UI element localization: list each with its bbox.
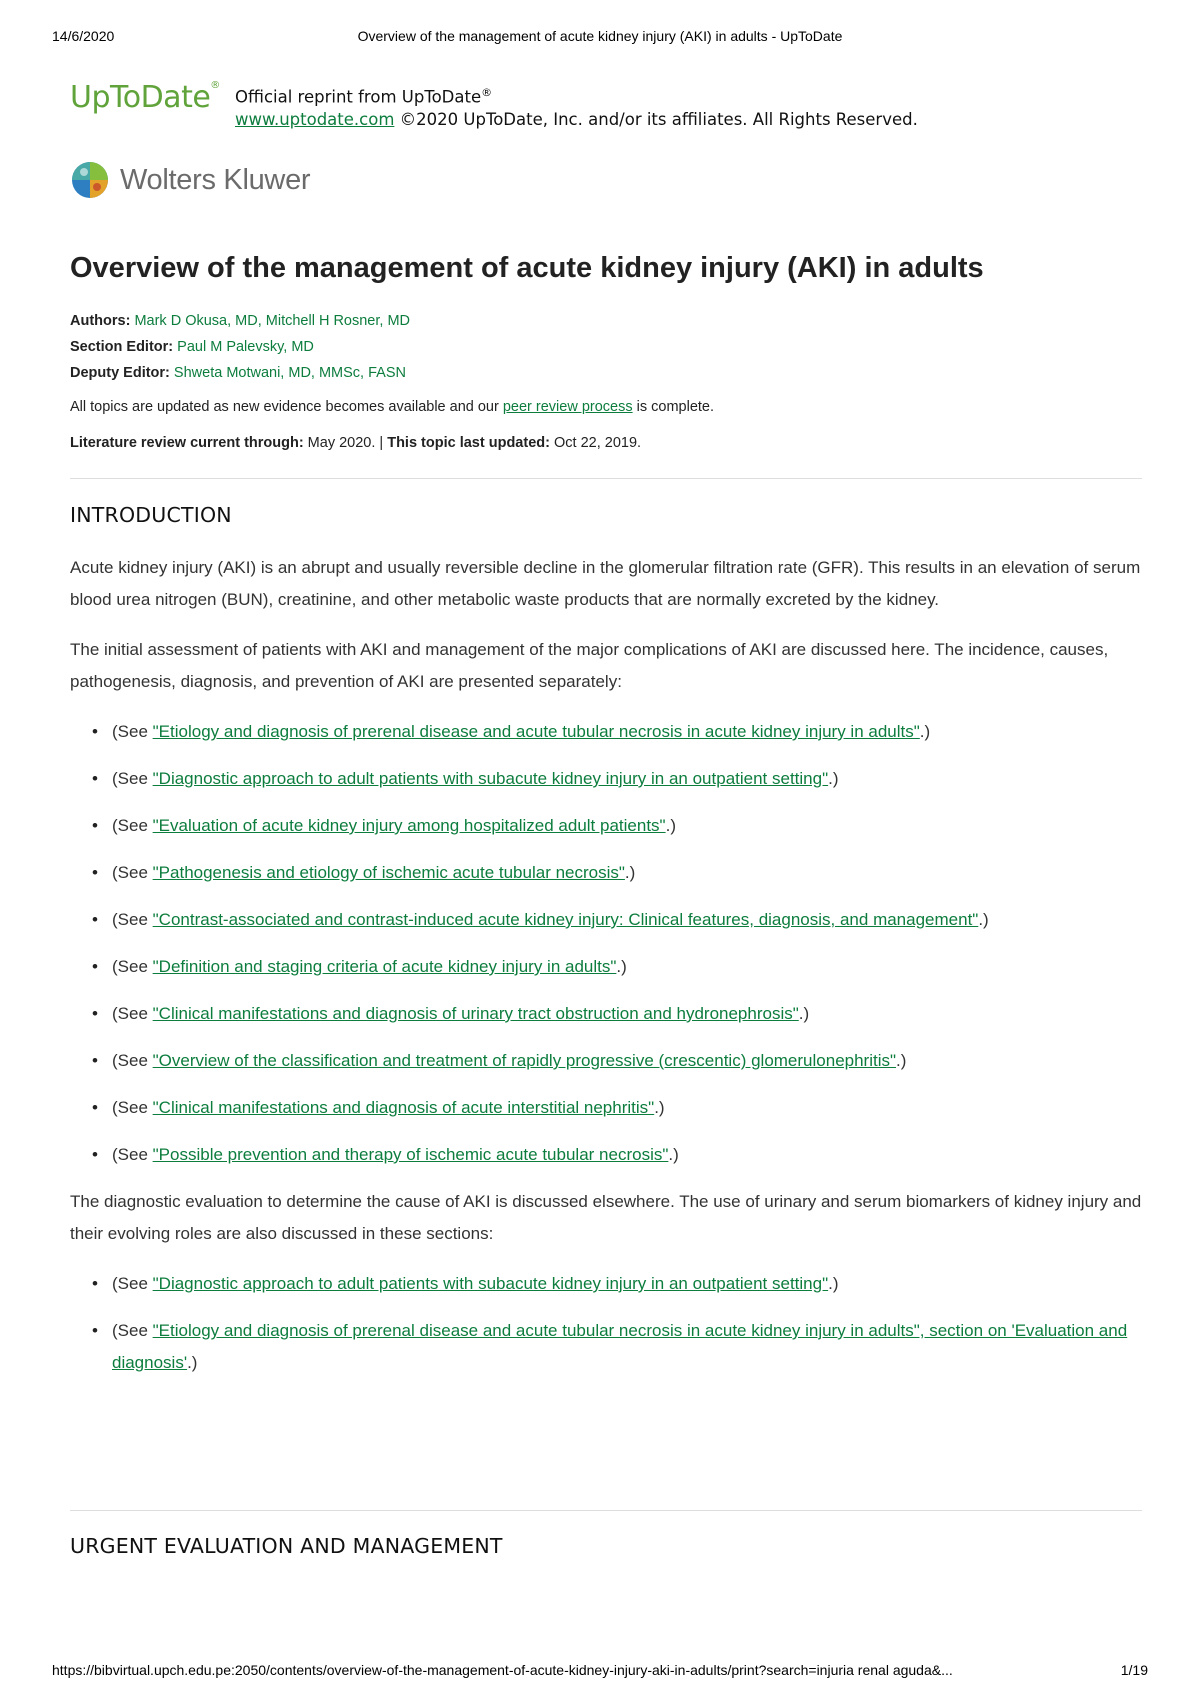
page-number: 1/19 [1120,1662,1148,1678]
section-divider [70,1510,1142,1511]
list-item: • (See "Etiology and diagnosis of prerenal disease and acute tubular necrosis in acute kidney injury in adults".) [112,716,1142,748]
intro-paragraph-2: The initial assessment of patients with AKI and management of the major complications of AKI are discussed here. The incidence, causes, pathogenesis, diagnosis, and prevention of AKI are presented separately: [70,640,1109,691]
authors-label: Authors: [70,313,131,329]
list-item: • (See "Contrast-associated and contrast-induced acute kidney injury: Clinical features, diagnosis, and management".) [112,904,1142,936]
topic-link[interactable]: "Diagnostic approach to adult patients with subacute kidney injury in an outpatient setting" [152,1274,829,1293]
topic-link[interactable]: "Clinical manifestations and diagnosis of urinary tract obstruction and hydronephrosis" [152,1004,799,1023]
copyright-text: ©2020 UpToDate, Inc. and/or its affiliates. All Rights Reserved. [394,109,918,129]
topic-link[interactable]: "Overview of the classification and treatment of rapidly progressive (crescentic) glomerulonephritis" [152,1051,897,1070]
biomarker-topics-list [70,1268,1142,1379]
print-footer [52,1662,1148,1682]
list-item: • (See "Clinical manifestations and diagnosis of urinary tract obstruction and hydronephrosis".) [112,998,1142,1030]
registered-mark: ® [481,86,493,99]
topic-link[interactable]: "Etiology and diagnosis of prerenal disease and acute tubular necrosis in acute kidney injury in adults" [152,722,920,741]
topic-link[interactable]: "Contrast-associated and contrast-induced acute kidney injury: Clinical features, diagnosis, and management" [152,910,979,929]
list-item: • (See "Clinical manifestations and diagnosis of acute interstitial nephritis".) [112,1092,1142,1124]
related-topics-list [70,716,1142,1171]
publisher-logo [70,158,370,202]
review-dates [70,435,641,451]
brand-bar [70,80,970,128]
topic-link[interactable]: "Etiology and diagnosis of prerenal disease and acute tubular necrosis in acute kidney injury in adults", section on 'Evaluation and diagnosis' [112,1321,1128,1372]
peer-review-link[interactable]: peer review process [502,399,633,415]
article-title: Overview of the management of acute kidney injury (AKI) in adults [70,252,984,284]
urgent-evaluation-heading: URGENT EVALUATION AND MANAGEMENT [70,1534,503,1558]
deputy-editor-label: Deputy Editor: [70,365,170,381]
reprint-notice [235,82,918,131]
section-editor-label: Section Editor: [70,339,174,355]
authors-links[interactable]: Mark D Okusa, MD, Mitchell H Rosner, MD [134,313,411,329]
review-label: Literature review current through: [70,435,304,451]
print-url: https://bibvirtual.upch.edu.pe:2050/contents/overview-of-the-management-of-acute-kidney-injury-aki-in-adults/print?search=injuria renal aguda&... [52,1662,953,1678]
intro-paragraph-3: The diagnostic evaluation to determine the cause of AKI is discussed elsewhere. The use of urinary and serum biomarkers of kidney injury and their evolving roles are also discussed in these sections: [70,1192,1142,1243]
list-item: • (See "Definition and staging criteria of acute kidney injury in adults".) [112,951,1142,983]
print-page-title: Overview of the management of acute kidney injury (AKI) in adults - UpToDate [357,28,843,44]
list-item: • (See "Pathogenesis and etiology of ischemic acute tubular necrosis".) [112,857,1142,889]
intro-paragraph-1: Acute kidney injury (AKI) is an abrupt and usually reversible decline in the glomerular filtration rate (GFR). This results in an elevation of serum blood urea nitrogen (BUN), creatinine, and other metabolic waste products that are normally excreted by the kidney. [70,558,1141,609]
topic-link[interactable]: "Pathogenesis and etiology of ischemic acute tubular necrosis" [152,863,625,882]
list-item: • (See "Possible prevention and therapy of ischemic acute tubular necrosis".) [112,1139,1142,1171]
topic-link[interactable]: "Possible prevention and therapy of ischemic acute tubular necrosis" [152,1145,669,1164]
list-item: • (See "Overview of the classification and treatment of rapidly progressive (crescentic) glomerulonephritis".) [112,1045,1142,1077]
authors-row [70,308,410,334]
section-editor-link[interactable]: Paul M Palevsky, MD [177,339,314,355]
review-value: May 2020. | [303,435,388,451]
article-meta [70,308,410,386]
list-item: • (See "Diagnostic approach to adult patients with subacute kidney injury in an outpatient setting".) [112,1268,1142,1300]
deputy-editor-row [70,360,410,386]
print-date: 14/6/2020 [52,28,115,44]
updated-label: This topic last updated: [387,435,550,451]
topic-link[interactable]: "Diagnostic approach to adult patients with subacute kidney injury in an outpatient setting" [152,769,829,788]
topic-link[interactable]: "Definition and staging criteria of acute kidney injury in adults" [152,957,617,976]
updated-value: Oct 22, 2019. [549,435,642,451]
list-item: • (See "Etiology and diagnosis of prerenal disease and acute tubular necrosis in acute kidney injury in adults", section on 'Evaluation and diagnosis'.) [112,1315,1142,1379]
uptodate-site-link[interactable]: www.uptodate.com [235,109,395,129]
uptodate-logo[interactable]: UpToDate® [70,80,220,115]
list-item: • (See "Diagnostic approach to adult patients with subacute kidney injury in an outpatient setting".) [112,763,1142,795]
list-item: • (See "Evaluation of acute kidney injury among hospitalized adult patients".) [112,810,1142,842]
topic-link[interactable]: "Evaluation of acute kidney injury among hospitalized adult patients" [152,816,666,835]
print-header [52,28,1148,48]
update-note: All topics are updated as new evidence becomes available and our peer review process is complete. [70,399,715,415]
section-editor-row [70,334,410,360]
reprint-line: Official reprint from UpToDate [235,87,482,107]
wolters-kluwer-globe-icon [70,160,110,200]
introduction-body [70,552,1142,1394]
section-divider [70,478,1142,479]
topic-link[interactable]: "Clinical manifestations and diagnosis of acute interstitial nephritis" [152,1098,655,1117]
deputy-editor-link[interactable]: Shweta Motwani, MD, MMSc, FASN [173,365,406,381]
introduction-heading: INTRODUCTION [70,503,232,527]
publisher-name: Wolters Kluwer [120,164,311,196]
